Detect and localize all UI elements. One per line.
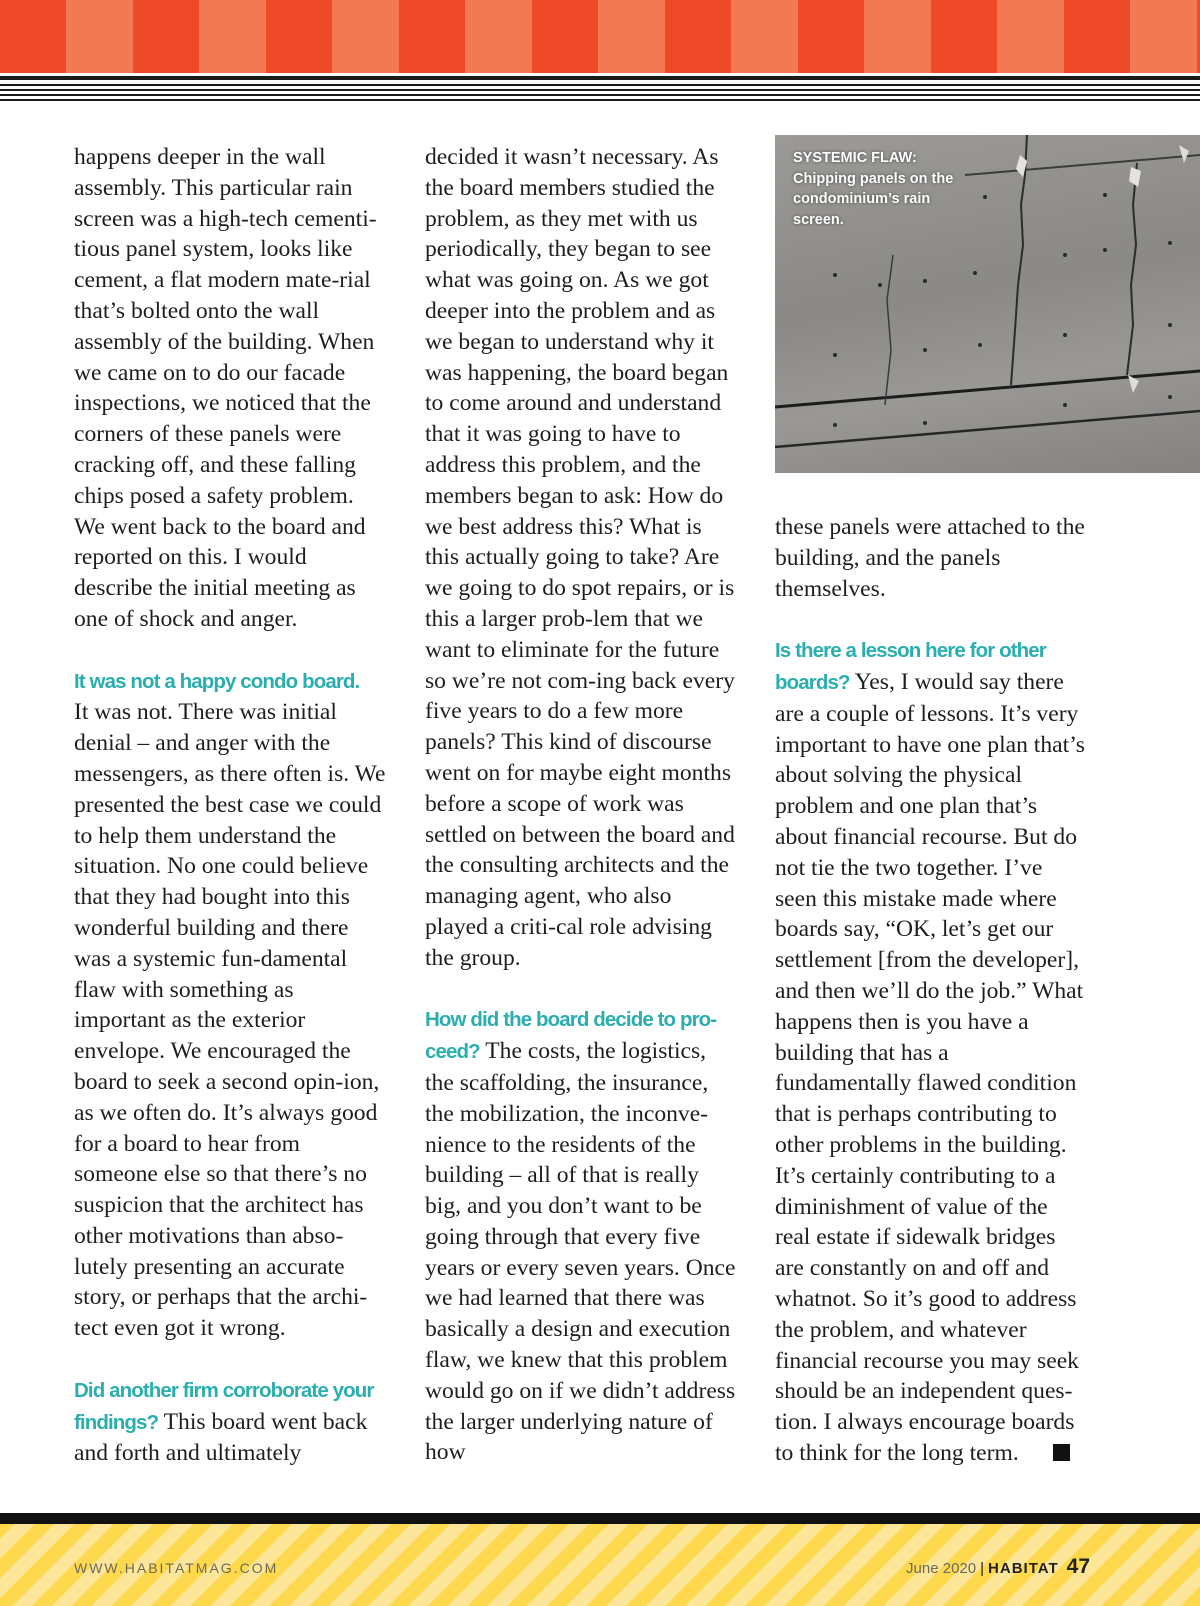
answer-text: Yes, I would say there are a couple of lessons. It’s very important to have one plan that’s about solving the physical problem and one plan that’s about financial recourse. But do not tie the two together. I’ve seen this mistake made where boards say, “OK, let’s get our settlement [from the developer], and then we’ll do the job.” What happens then is you have a building that has a fundamentally flawed condition that is perhaps contributing to other problems in the building. It’s certainly contributing to a diminishment of value of the real estate if sidewalk bridges are constantly on and off and whatnot. So it’s good to address the problem, and whatever financial recourse you may seek should be an independent ques-tion. I always encourage boards to think for the long term.: [775, 668, 1085, 1466]
qa-paragraph: [74, 1375, 386, 1469]
header-rule: [0, 89, 1200, 91]
footer-rule: [0, 1513, 1200, 1524]
magazine-name: HABITAT: [988, 1560, 1059, 1577]
header-rule: [0, 94, 1200, 96]
paragraph: decided it wasn’t necessary. As the board members studied the problem, as they met with us periodically, they began to see what was going on. As we got deeper into the problem and as we began to understand why it was happening, the board began to come around and understand that it was going to have to address this problem, and the members began to ask: How do we best address this? What is this actually going to take? Are we going to do spot repairs, or is this a larger prob-lem that we want to eliminate for the future so we’re not com-ing back every five years to do a few more panels? This kind of discourse went on for maybe eight months before a scope of work was settled on between the board and the consulting architects and the managing agent, who also played a criti-cal role advising the group.: [425, 144, 735, 971]
chip-spot: [1129, 167, 1141, 187]
header-rule: [0, 84, 1200, 86]
panel-joint: [775, 371, 1200, 407]
article-column-2: [425, 142, 737, 1499]
panel-joint: [965, 155, 1200, 175]
interview-question: Did another firm corroborate your findings?: [74, 1378, 374, 1434]
article-column-3: [775, 512, 1087, 1500]
article-column-1: [74, 142, 386, 1500]
paragraph: happens deeper in the wall assembly. This particular rain screen was a high-tech cementi-tious panel system, looks like cement, a flat modern mate-rial that’s bolted onto the wall assembly of the building. When we came on to do our facade inspections, we noticed that the corners of these panels were cracking off, and these falling chips posed a safety problem. We went back to the board and reported on this. I would describe the initial meeting as one of shock and anger.: [74, 144, 377, 632]
header-rule: [0, 76, 1200, 80]
caption-text: Chipping panels on the condominium’s rain screen.: [793, 170, 954, 228]
end-of-article-mark: [1053, 1444, 1070, 1461]
panel-joint: [775, 411, 1200, 447]
qa-paragraph: [74, 666, 386, 1345]
folio-separator: |: [980, 1560, 985, 1577]
issue-date: June 2020: [906, 1560, 977, 1577]
page-footer: [0, 1524, 1200, 1606]
top-color-stripes: [0, 0, 1200, 73]
rain-screen-photo: [775, 135, 1200, 473]
interview-question: It was not a happy condo board.: [74, 669, 360, 693]
paragraph: these panels were attached to the building, and the panels themselves.: [775, 514, 1085, 602]
interview-question: How did the board decide to pro-ceed?: [425, 1008, 717, 1064]
answer-text: This board went back and forth and ultimately: [74, 1408, 368, 1467]
chip-spot: [1179, 145, 1189, 163]
crack: [1011, 135, 1027, 385]
folio: [906, 1555, 1090, 1579]
page-number: 47: [1066, 1555, 1090, 1578]
qa-paragraph: [425, 1004, 737, 1468]
answer-text: The costs, the logistics, the scaffolding, the insurance, the mobilization, the inconve-nience to the residents of the building – all of that is really big, and you don’t want to be going through that every five years or every seven years. Once we had learned that there was basically a design and execution flaw, we knew that this problem would go on if we didn’t address the larger underlying nature of how: [425, 1038, 736, 1466]
qa-paragraph: [775, 635, 1087, 1469]
crack: [885, 255, 893, 405]
header-rule: [0, 99, 1200, 101]
crack: [1127, 163, 1137, 375]
answer-text: It was not. There was initial denial – and anger with the messengers, as there often is. We presented the best case we could to help them understand the situation. No one could believe that they had bought into this wonderful building and there was a systemic fun-damental flaw with something as important as the exterior envelope. We encouraged the board to seek a second opin-ion, as we often do. It’s always good for a board to hear from someone else so that there’s no suspicion that the architect has other motivations than abso-lutely presenting an accurate story, or perhaps that the archi-tect even got it wrong.: [74, 699, 386, 1342]
website-url[interactable]: WWW.HABITATMAG.COM: [74, 1560, 279, 1576]
photo-caption: [793, 148, 983, 230]
caption-title: SYSTEMIC FLAW:: [793, 150, 917, 166]
interview-question: Is there a lesson here for other boards?: [775, 639, 1046, 694]
